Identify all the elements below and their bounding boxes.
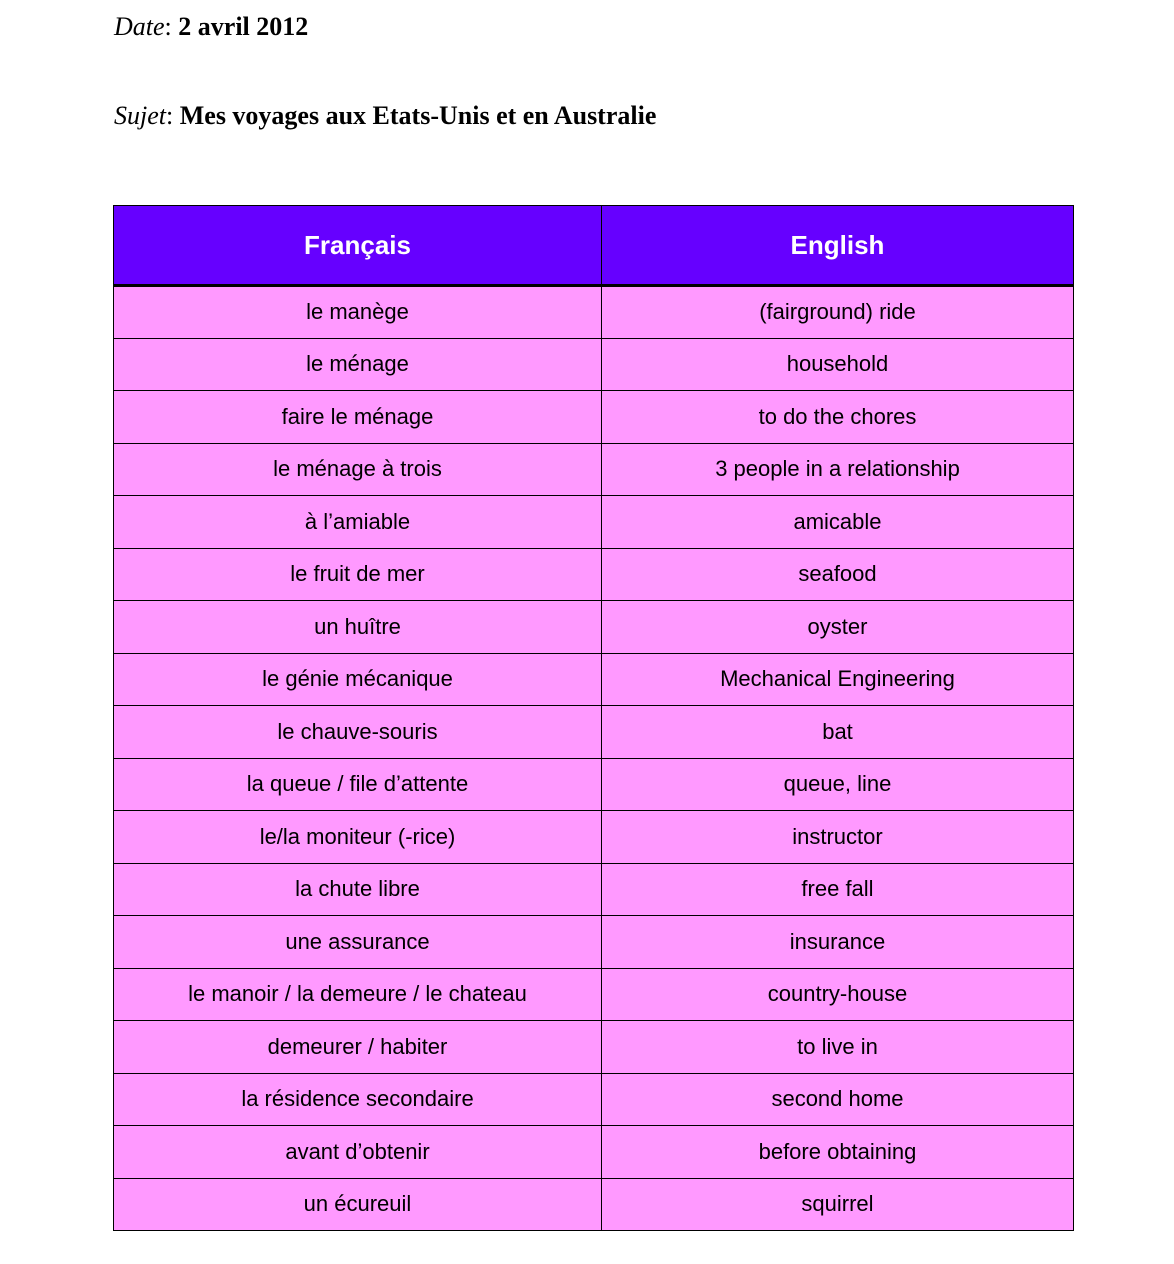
french-term-cell: à l’amiable — [114, 496, 602, 549]
table-row — [114, 863, 1074, 916]
english-term-cell: seafood — [602, 548, 1074, 601]
english-term-cell: free fall — [602, 863, 1074, 916]
table-row — [114, 811, 1074, 864]
english-term-cell: before obtaining — [602, 1126, 1074, 1179]
date-line: Date: 2 avril 2012 — [114, 12, 309, 41]
table-row — [114, 968, 1074, 1021]
english-term-cell: Mechanical Engineering — [602, 653, 1074, 706]
english-term-cell: insurance — [602, 916, 1074, 969]
french-term-cell: le chauve-souris — [114, 706, 602, 759]
french-term-cell: faire le ménage — [114, 391, 602, 444]
table-row — [114, 391, 1074, 444]
column-header-english: English — [602, 206, 1074, 286]
subject-value: Mes voyages aux Etats-Unis et en Australie — [179, 101, 657, 130]
vocabulary-table — [113, 205, 1074, 1231]
french-term-cell: le fruit de mer — [114, 548, 602, 601]
column-header-french: Français — [114, 206, 602, 286]
table-row — [114, 916, 1074, 969]
french-term-cell: un écureuil — [114, 1178, 602, 1231]
date-label: Date — [114, 12, 165, 41]
french-term-cell: une assurance — [114, 916, 602, 969]
table-row — [114, 443, 1074, 496]
french-term-cell: le ménage à trois — [114, 443, 602, 496]
subject-line: Sujet: Mes voyages aux Etats-Unis et en Australie — [114, 101, 657, 130]
subject-label: Sujet — [114, 101, 166, 130]
english-term-cell: (fairground) ride — [602, 286, 1074, 339]
date-value: 2 avril 2012 — [178, 12, 309, 41]
french-term-cell: la queue / file d’attente — [114, 758, 602, 811]
table-row — [114, 1178, 1074, 1231]
table-row — [114, 496, 1074, 549]
table-row — [114, 758, 1074, 811]
english-term-cell: to do the chores — [602, 391, 1074, 444]
english-term-cell: bat — [602, 706, 1074, 759]
table-row — [114, 601, 1074, 654]
table-row — [114, 1021, 1074, 1074]
english-term-cell: to live in — [602, 1021, 1074, 1074]
table-row — [114, 338, 1074, 391]
table-row — [114, 548, 1074, 601]
english-term-cell: country-house — [602, 968, 1074, 1021]
english-term-cell: squirrel — [602, 1178, 1074, 1231]
french-term-cell: le manoir / la demeure / le chateau — [114, 968, 602, 1021]
english-term-cell: 3 people in a relationship — [602, 443, 1074, 496]
french-term-cell: un huître — [114, 601, 602, 654]
table-row — [114, 286, 1074, 339]
french-term-cell: demeurer / habiter — [114, 1021, 602, 1074]
french-term-cell: le ménage — [114, 338, 602, 391]
english-term-cell: queue, line — [602, 758, 1074, 811]
french-term-cell: le/la moniteur (-rice) — [114, 811, 602, 864]
table-body — [114, 286, 1074, 1231]
table-row — [114, 653, 1074, 706]
english-term-cell: household — [602, 338, 1074, 391]
french-term-cell: la chute libre — [114, 863, 602, 916]
table-row — [114, 706, 1074, 759]
english-term-cell: second home — [602, 1073, 1074, 1126]
french-term-cell: avant d’obtenir — [114, 1126, 602, 1179]
table-header-row — [114, 206, 1074, 286]
french-term-cell: le manège — [114, 286, 602, 339]
english-term-cell: instructor — [602, 811, 1074, 864]
english-term-cell: oyster — [602, 601, 1074, 654]
english-term-cell: amicable — [602, 496, 1074, 549]
table-row — [114, 1126, 1074, 1179]
french-term-cell: le génie mécanique — [114, 653, 602, 706]
french-term-cell: la résidence secondaire — [114, 1073, 602, 1126]
table-row — [114, 1073, 1074, 1126]
